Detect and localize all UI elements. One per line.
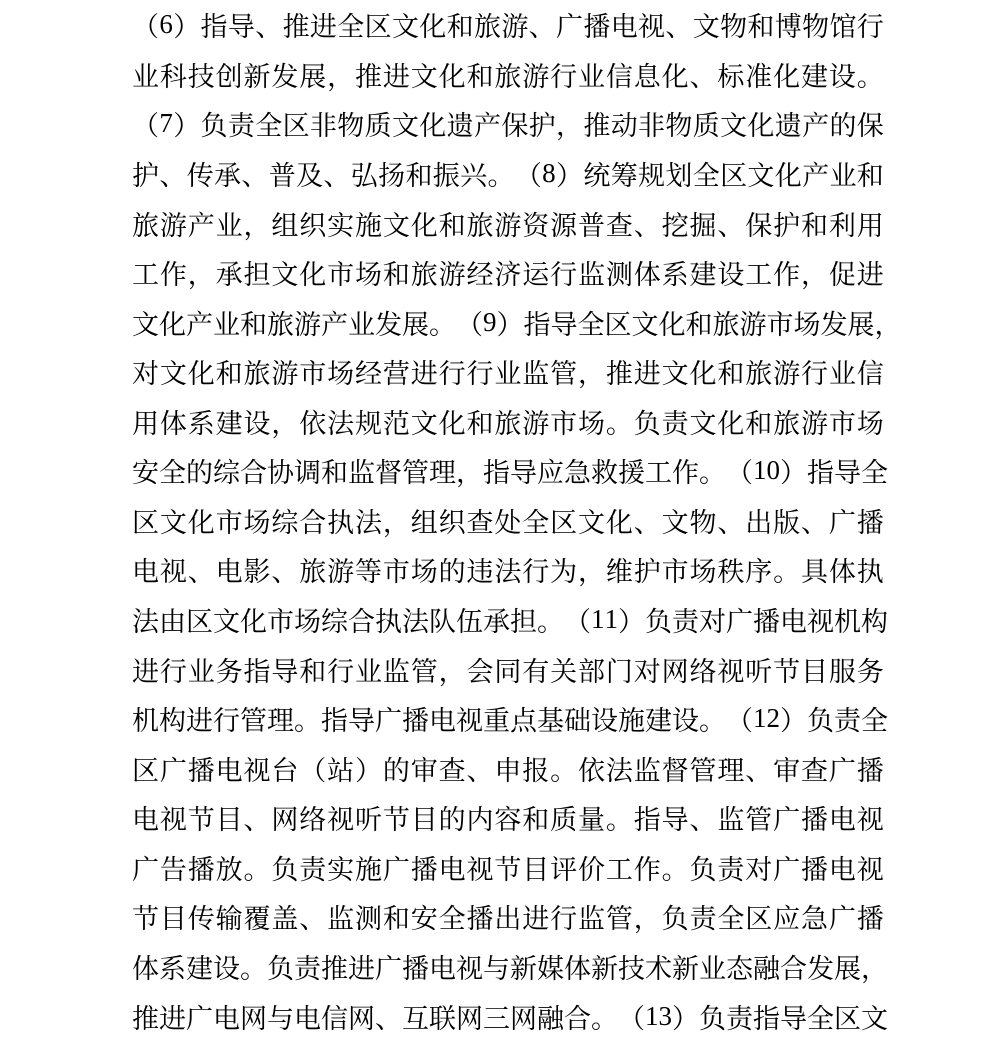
- text-line-21: 推 进 广 电 网 与 电 信 网 、 互 联 网 三 网 融 合 。 （ 1 3 ） 负 责 指 导 全 区 文: [132, 1000, 888, 1034]
- text-line-4: 护 、 传 承 、 普 及 、 弘 扬 和 振 兴 。 （ 8 ） 统 筹 规 划 全 区 文 化 产 业 和: [132, 157, 884, 191]
- text-line-8: 对 文 化 和 旅 游 市 场 经 营 进 行 行 业 监 管 ， 推 进 文 化 和 旅 游 行 业 信: [132, 359, 884, 390]
- text-line-20: 体 系 建 设 。 负 责 推 进 广 播 电 视 与 新 媒 体 新 技 术 新 业 态 融 合 发 展 ，: [132, 953, 888, 984]
- text-line-3: （ 7 ） 负 责 全 区 非 物 质 文 化 遗 产 保 护 ， 推 动 非 物 质 文 化 遗 产 的 保: [132, 108, 884, 142]
- text-line-7: 文 化 产 业 和 旅 游 产 业 发 展 。 （ 9 ） 指 导 全 区 文 化 和 旅 游 市 场 发 展 ，: [132, 306, 902, 340]
- text-line-9: 用 体 系 建 设 ， 依 法 规 范 文 化 和 旅 游 市 场 。 负 责 文 化 和 旅 游 市 场: [132, 408, 884, 439]
- text-line-17: 电 视 节 目 、 网 络 视 听 节 目 的 内 容 和 质 量 。 指 导 、 监 管 广 播 电 视: [132, 805, 884, 836]
- document-text-block: [132, 0, 902, 1041]
- text-line-11: 区 文 化 市 场 综 合 执 法 ， 组 织 查 处 全 区 文 化 、 文 物 、 出 版 、 广 播: [132, 507, 884, 538]
- text-line-2: 业 科 技 创 新 发 展 ， 推 进 文 化 和 旅 游 行 业 信 息 化 、 标 准 化 建 设 。: [132, 61, 884, 92]
- text-line-18: 广 告 播 放 。 负 责 实 施 广 播 电 视 节 目 评 价 工 作 。 负 责 对 广 播 电 视: [132, 854, 884, 885]
- text-line-1: （ 6 ） 指 导 、 推 进 全 区 文 化 和 旅 游 、 广 播 电 视 、 文 物 和 博 物 馆 行: [132, 9, 884, 43]
- text-line-10: 安 全 的 综 合 协 调 和 监 督 管 理 ， 指 导 应 急 救 援 工 作 。 （ 1 0 ） 指 导 全: [132, 455, 888, 489]
- text-line-5: 旅 游 产 业 ， 组 织 实 施 文 化 和 旅 游 资 源 普 查 、 挖 掘 、 保 护 和 利 用: [132, 210, 884, 241]
- text-line-13: 法 由 区 文 化 市 场 综 合 执 法 队 伍 承 担 。 （ 1 1 ） 负 责 对 广 播 电 视 机 构: [132, 604, 888, 638]
- text-line-6: 工 作 ， 承 担 文 化 市 场 和 旅 游 经 济 运 行 监 测 体 系 建 设 工 作 ， 促 进: [132, 260, 884, 291]
- text-line-19: 节 目 传 输 覆 盖 、 监 测 和 安 全 播 出 进 行 监 管 ， 负 责 全 区 应 急 广 播: [132, 904, 884, 935]
- text-line-16: 区 广 播 电 视 台 （ 站 ） 的 审 查 、 申 报 。 依 法 监 督 管 理 、 审 查 广 播: [132, 755, 884, 786]
- text-line-12: 电 视 、 电 影 、 旅 游 等 市 场 的 违 法 行 为 ， 维 护 市 场 秩 序 。 具 体 执: [132, 557, 884, 588]
- text-line-15: 机 构 进 行 管 理 。 指 导 广 播 电 视 重 点 基 础 设 施 建 设 。 （ 1 2 ） 负 责 全: [132, 703, 888, 737]
- text-line-14: 进 行 业 务 指 导 和 行 业 监 管 ， 会 同 有 关 部 门 对 网 络 视 听 节 目 服 务: [132, 656, 884, 687]
